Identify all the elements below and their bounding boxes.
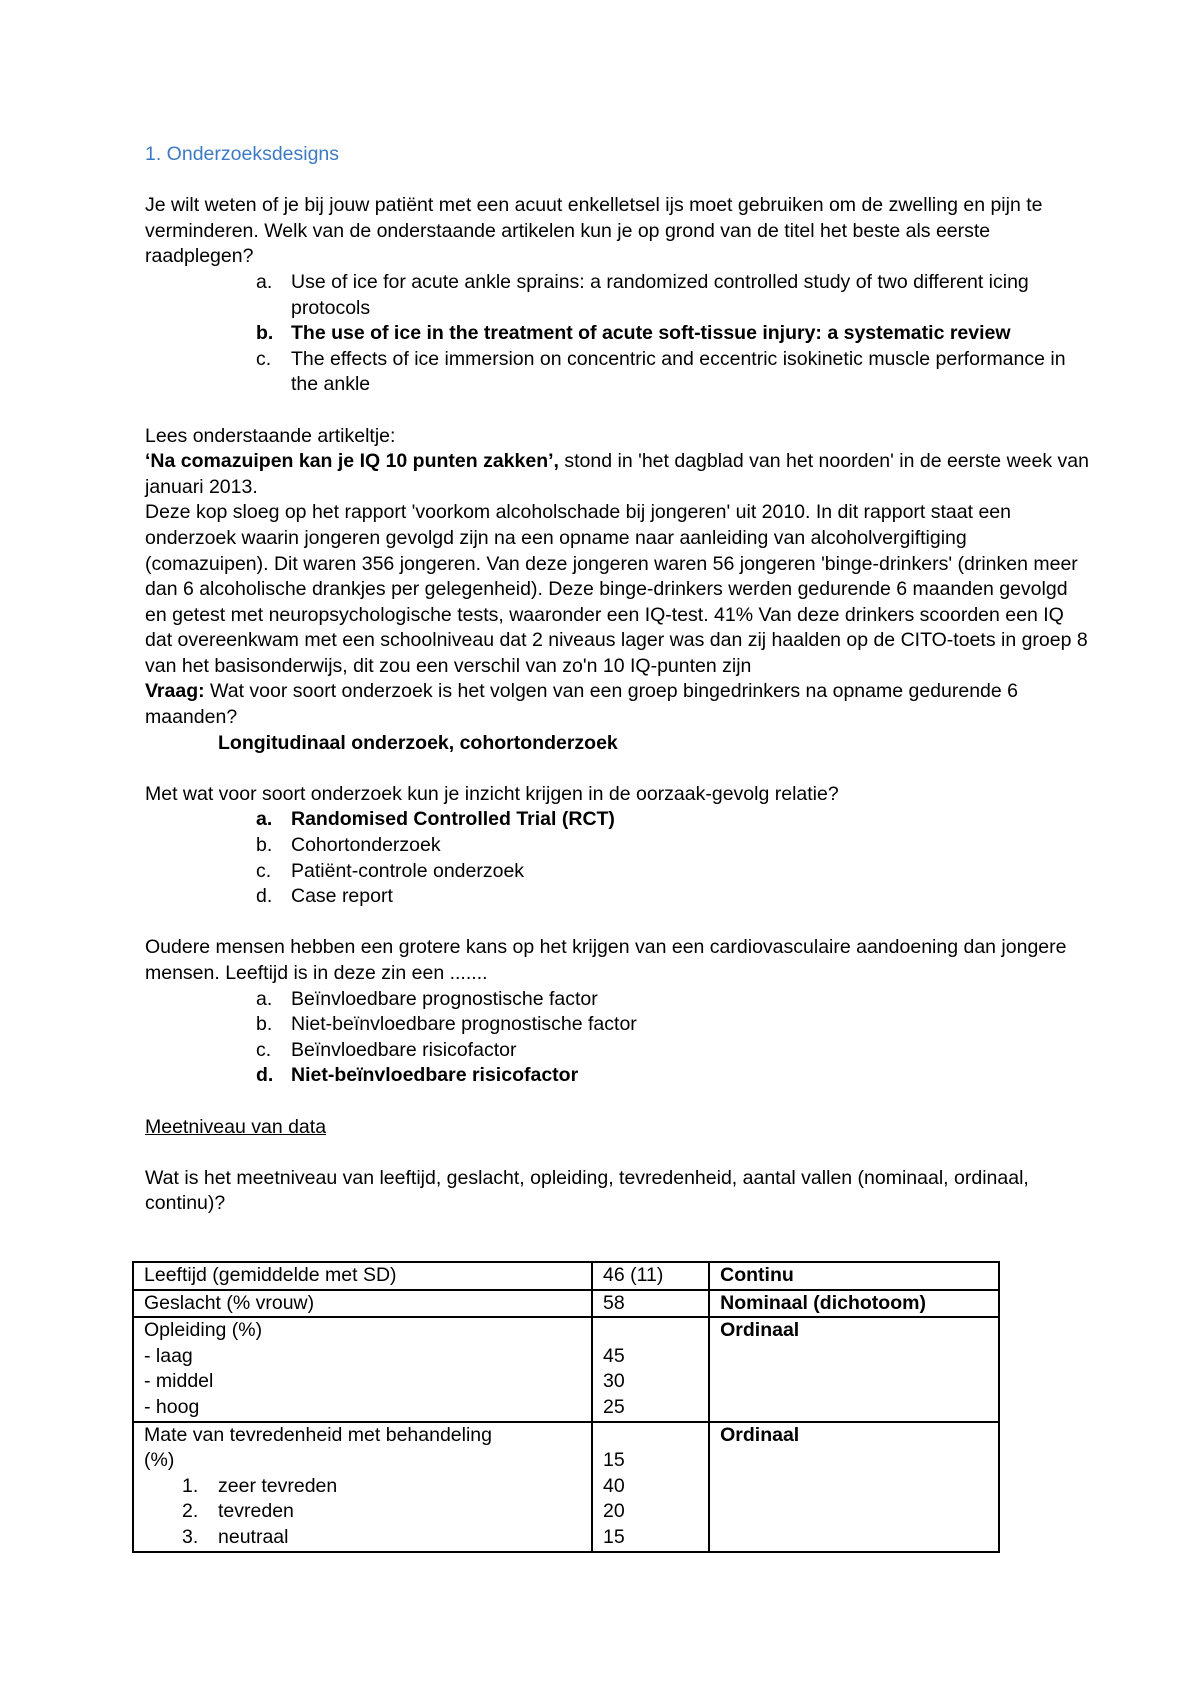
document-page — [144, 142, 1090, 1548]
option-text: Cohortonderzoek — [291, 834, 441, 857]
question-4-option-d — [145, 1063, 1090, 1089]
article-headline-paragraph — [145, 449, 1090, 500]
option-text: Case report — [291, 885, 393, 908]
sub-item-label: neutraal — [218, 1525, 289, 1548]
sub-label: - hoog — [144, 1395, 200, 1418]
option-marker: a. — [256, 808, 273, 831]
sub-value: 40 — [603, 1474, 625, 1497]
option-marker: b. — [256, 322, 274, 345]
question-1-option-a — [145, 270, 1090, 321]
numbered-sub-item — [144, 1474, 581, 1500]
spacer — [145, 398, 1090, 424]
table-cell-value — [592, 1422, 709, 1552]
article-headline: ‘Na comazuipen kan je IQ 10 punten zakken’, — [145, 450, 559, 473]
spacer — [145, 1089, 1090, 1115]
empty-line — [603, 1423, 698, 1449]
measurement-level-table — [132, 1261, 1000, 1553]
sub-item-label: zeer tevreden — [218, 1474, 338, 1497]
sub-value: 20 — [603, 1500, 625, 1523]
question-3-option-c — [145, 859, 1090, 885]
question-3-option-a — [145, 807, 1090, 833]
sub-item-number: 2. — [182, 1500, 199, 1523]
option-text: Patiënt-controle onderzoek — [291, 859, 525, 882]
article-question — [145, 679, 1090, 730]
spacer — [145, 756, 1090, 782]
table-row — [133, 1317, 999, 1421]
question-3-text: Met wat voor soort onderzoek kun je inzicht krijgen in de oorzaak-gevolg relatie? — [145, 782, 839, 805]
option-text: Randomised Controlled Trial (RCT) — [291, 808, 615, 831]
sub-label: - middel — [144, 1370, 214, 1393]
question-4-options — [145, 987, 1090, 1089]
option-marker: c. — [256, 347, 272, 370]
table-cell-label — [133, 1422, 592, 1552]
option-text: Use of ice for acute ankle sprains: a randomized controlled study of two different icing protocols — [291, 270, 1029, 319]
question-3-options — [145, 807, 1090, 909]
option-text: The use of ice in the treatment of acute soft-tissue injury: a systematic review — [291, 322, 1011, 345]
question-3-option-b — [145, 833, 1090, 859]
option-marker: c. — [256, 859, 272, 882]
question-4-option-b — [145, 1012, 1090, 1038]
table-cell-level: Nominaal (dichotoom) — [709, 1290, 999, 1318]
sub-item-number: 1. — [182, 1474, 199, 1497]
row-label: Opleiding (%) — [144, 1319, 263, 1342]
table-cell-value: 58 — [592, 1290, 709, 1318]
question-label: Vraag: — [145, 680, 205, 703]
row-label-cont: (%) — [144, 1449, 175, 1472]
empty-line — [603, 1318, 698, 1344]
question-1-option-b — [145, 321, 1090, 347]
option-marker: b. — [256, 1013, 273, 1036]
table-cell-label: Leeftijd (gemiddelde met SD) — [133, 1262, 592, 1290]
option-marker: a. — [256, 270, 273, 293]
option-marker: c. — [256, 1038, 272, 1061]
table-row — [133, 1422, 999, 1552]
article-intro: Lees onderstaande artikeltje: — [145, 424, 396, 447]
question-1-options — [145, 270, 1090, 398]
sub-item-label: tevreden — [218, 1500, 294, 1523]
option-text: Niet-beïnvloedbare risicofactor — [291, 1064, 579, 1087]
section-title: 1. Onderzoeksdesigns — [145, 143, 340, 165]
row-label: Mate van tevredenheid met behandeling — [144, 1423, 492, 1446]
option-marker: d. — [256, 1064, 274, 1087]
question-4-option-a — [145, 987, 1090, 1013]
sub-item-number: 3. — [182, 1525, 199, 1548]
table-cell-value — [592, 1317, 709, 1421]
question-1-option-c — [145, 347, 1090, 398]
sub-label: - laag — [144, 1344, 193, 1367]
option-marker: a. — [256, 987, 273, 1010]
question-text: Wat voor soort onderzoek is het volgen van een groep bingedrinkers na opname gedurende 6 maanden? — [145, 680, 1019, 729]
question-1-text: Je wilt weten of je bij jouw patiënt met een acuut enkelletsel ijs moet gebruiken om de zwelling en pijn te verminderen. Welk van de onderstaande artikelen kun je op grond van de titel het beste als eerste raadplegen? — [145, 194, 1043, 268]
option-text: Beïnvloedbare prognostische factor — [291, 987, 598, 1010]
meetniveau-question: Wat is het meetniveau van leeftijd, geslacht, opleiding, tevredenheid, aantal vallen (nominaal, ordinaal, continu)? — [145, 1166, 1029, 1215]
numbered-sub-item — [144, 1499, 581, 1525]
table-cell-value: 46 (11) — [592, 1262, 709, 1290]
question-3-option-d — [145, 884, 1090, 910]
spacer — [145, 910, 1090, 936]
table-row — [133, 1290, 999, 1318]
spacer — [145, 168, 1090, 194]
table-cell-label: Geslacht (% vrouw) — [133, 1290, 592, 1318]
table-cell-label — [133, 1317, 592, 1421]
option-marker: b. — [256, 834, 273, 857]
article-answer: Longitudinaal onderzoek, cohortonderzoek — [218, 731, 618, 754]
sub-value: 15 — [603, 1449, 625, 1472]
sub-value: 45 — [603, 1344, 625, 1367]
article-headline-rest: stond in 'het dagblad van het noorden' in de eerste week van januari 2013. — [145, 450, 1089, 498]
sub-value: 25 — [603, 1395, 625, 1418]
sub-value: 30 — [603, 1370, 625, 1393]
table-cell-level: Ordinaal — [709, 1317, 999, 1421]
spacer — [145, 1140, 1090, 1166]
numbered-sub-item — [144, 1525, 581, 1551]
option-text: Beïnvloedbare risicofactor — [291, 1038, 517, 1061]
option-text: Niet-beïnvloedbare prognostische factor — [291, 1013, 637, 1036]
meetniveau-heading: Meetniveau van data — [145, 1115, 327, 1138]
table-row — [133, 1262, 999, 1290]
article-body: Deze kop sloeg op het rapport 'voorkom alcoholschade bij jongeren' uit 2010. In dit rapport staat een onderzoek waarin jongeren gevolgd zijn na een opname naar aanleiding van alcoholvergiftiging (comazuipen). Dit waren 356 jongeren. Van deze jongeren waren 56 jongeren 'binge-drinkers' (drinken meer dan 6 alcoholische drankjes per gelegenheid). Deze binge-drinkers werden gedurende 6 maanden gevolgd en getest met neuropsychologische tests, waaronder een IQ-test. 41% Van deze drinkers scoorden een IQ dat overeenkwam met een schoolniveau dat 2 niveaus lager was dan zij haalden op de CITO-toets in groep 8 van het basisonderwijs, dit zou een verschil van zo'n 10 IQ-punten zijn — [145, 501, 1088, 677]
question-4-option-c — [145, 1038, 1090, 1064]
table-cell-level: Ordinaal — [709, 1422, 999, 1552]
table-cell-level: Continu — [709, 1262, 999, 1290]
option-text: The effects of ice immersion on concentric and eccentric isokinetic muscle performance in the ankle — [291, 347, 1066, 396]
sub-value: 15 — [603, 1525, 625, 1548]
question-4-text: Oudere mensen hebben een grotere kans op het krijgen van een cardiovasculaire aandoening dan jongere mensen. Leeftijd is in deze zin een ....... — [145, 936, 1067, 984]
option-marker: d. — [256, 885, 273, 908]
